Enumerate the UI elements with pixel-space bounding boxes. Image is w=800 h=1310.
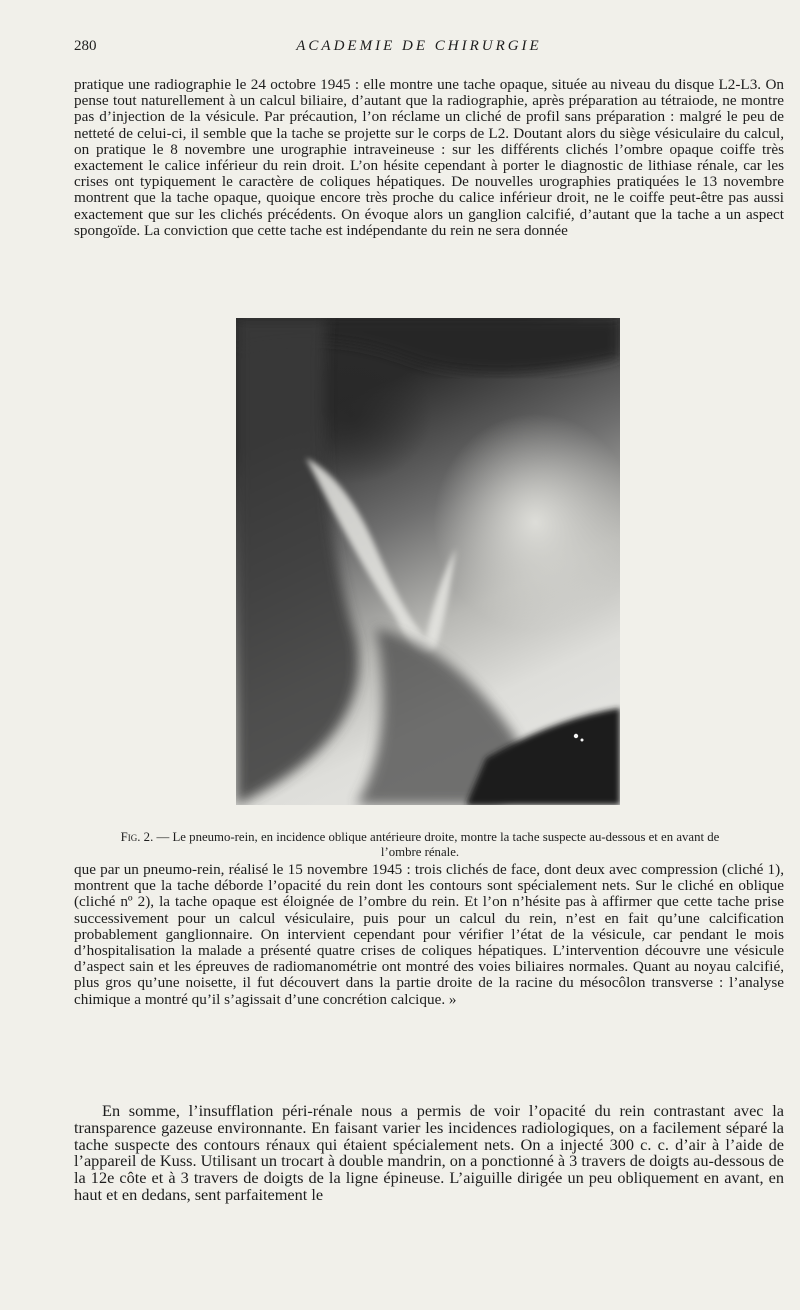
radiograph-figure [236,318,620,805]
radiograph-image [236,318,620,805]
figure-caption [120,830,720,860]
figure-caption-text: — Le pneumo-rein, en incidence oblique antérieure droite, montre la tache suspecte au-dessous et en avant de l’ombre rénale. [153,830,720,859]
body-paragraph-3: En somme, l’insufflation péri-rénale nous a permis de voir l’opacité du rein contrastant avec la transparence gazeuse environnante. En faisant varier les incidences radiologiques, on a facilement séparé la tache suspecte des contours rénaux qui étaient spécialement nets. On a injecté 300 c. c. d’air à l’aide de l’appareil de Kuss. Utilisant un trocart à double mandrin, on a ponctionné à 3 travers de doigts au-dessous de la 12e côte et à 3 travers de doigts de la ligne épineuse. L’aiguille dirigée un peu obliquement en avant, en haut et en dedans, sent parfaitement le [74,1101,784,1204]
opaque-spot [581,739,584,742]
figure-label: Fig. 2. [120,830,154,844]
body-paragraph-1: pratique une radiographie le 24 octobre 1945 : elle montre une tache opaque, située au niveau du disque L2-L3. On pense tout naturellement à un calcul biliaire, d’autant que la radiographie, après préparation au tétraiode, ne montre pas d’injection de la vésicule. Par précaution, l’on réclame un cliché de profil sans préparation : malgré le peu de netteté de celui-ci, il semble que la tache se projette sur le corps de L2. Doutant alors du siège vésiculaire du calcul, on pratique le 8 novembre une urographie intraveineuse : sur les différents clichés l’ombre opaque coiffe très exactement le calice inférieur du rein droit. L’on hésite cependant à porter le diagnostic de lithiase rénale, car les crises ont typiquement le caractère de coliques hépatiques. De nouvelles urographies pratiquées le 13 novembre montrent que la tache opaque, quoique encore très proche du calice inférieur droit, ne le coiffe peut-être pas aussi exactement que sur les clichés précédents. On évoque alors un ganglion calcifié, d’autant que la tache a un aspect spongoïde. La conviction que cette tache est indépendante du rein ne sera donnée [74,76,784,239]
running-title: ACADEMIE DE CHIRURGIE [296,38,542,54]
body-paragraph-2: que par un pneumo-rein, réalisé le 15 novembre 1945 : trois clichés de face, dont deux avec compression (cliché 1), montrent que la tache déborde l’opacité du rein dont les contours sont spécialement nets. Sur le cliché en oblique (cliché nº 2), la tache opaque est éloignée de l’ombre du rein. Et l’on n’hésite pas à affirmer que cette tache prise successivement pour un calcul vésiculaire, puis pour un calcul du rein, n’est en fait qu’une calcification probablement ganglionnaire. On intervient cependant pour vérifier l’état de la vésicule, car pendant le mois d’hospitalisation la malade a présenté quatre crises de coliques hépatiques. L’intervention découvre une vésicule d’aspect sain et les épreuves de radiomanométrie ont montré des voies biliaires normales. Quant au noyau calcifié, plus gros qu’une noisette, il fut découvert dans la partie droite de la racine du mésocôlon transverse : l’analyse chimique a montré qu’il s’agissait d’une concrétion calcique. » [74,861,784,1008]
page-header [74,38,764,60]
dark-left-region [236,318,359,805]
opaque-spot [574,734,578,738]
page-number: 280 [74,38,97,54]
